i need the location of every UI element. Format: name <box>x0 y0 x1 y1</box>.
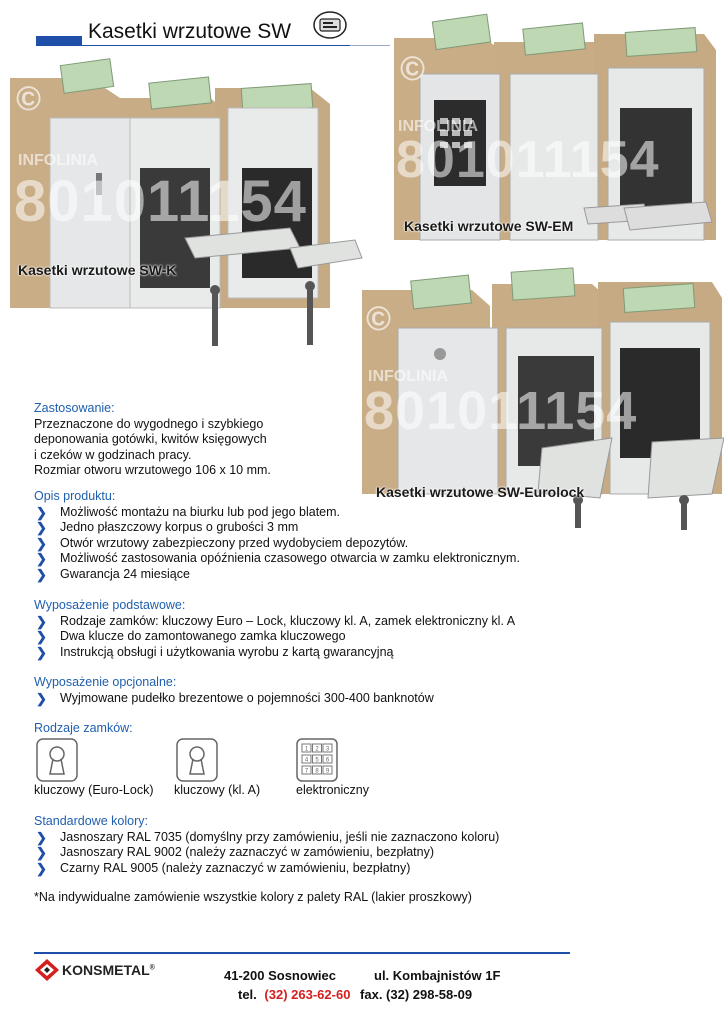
chevron-right-icon: ❯ <box>36 504 47 520</box>
list-item-text: Możliwość montażu na biurku lub pod jego blatem. <box>60 504 341 519</box>
header-rule-end <box>350 45 390 46</box>
address-street: ul. Kombajnistów 1F <box>374 968 501 983</box>
lock-label-electronic: elektroniczny <box>296 783 369 797</box>
watermark-copyright-em: © <box>400 50 426 88</box>
watermark-number-eurolock: 801011154 <box>364 381 638 441</box>
keypad-digit: 6 <box>325 757 330 764</box>
chevron-right-icon: ❯ <box>36 566 47 582</box>
list-item <box>34 645 515 661</box>
chevron-right-icon: ❯ <box>36 690 47 706</box>
konsmetal-wordmark <box>62 962 155 978</box>
list-item-text: Jasnoszary RAL 9002 (należy zaznaczyć w zamówieniu, bezpłatny) <box>60 845 435 859</box>
tel-number: (32) 263-62-60 <box>264 987 351 1002</box>
description-heading: Opis produktu: <box>34 489 116 503</box>
list-item <box>34 861 499 877</box>
registered-mark: ® <box>149 964 155 972</box>
watermark-brand-em: INFOLINIA <box>398 118 478 135</box>
list-item <box>34 505 520 521</box>
list-item-text: Czarny RAL 9005 (należy zaznaczyć w zamówieniu, bezpłatny) <box>60 860 411 875</box>
chevron-right-icon: ❯ <box>36 551 47 566</box>
colors-heading: Standardowe kolory: <box>34 814 148 828</box>
watermark-copyright: © <box>16 80 42 118</box>
usage-line: deponowania gotówki, kwitów księgowych <box>34 432 267 446</box>
chevron-right-icon: ❯ <box>36 644 47 660</box>
usage-heading: Zastosowanie: <box>34 401 115 415</box>
chevron-right-icon: ❯ <box>36 629 47 644</box>
keypad-digit: 4 <box>304 757 309 764</box>
chevron-right-icon: ❯ <box>36 613 47 629</box>
keypad-digit: 2 <box>315 746 319 753</box>
header-accent-bar <box>36 36 82 46</box>
list-item-text: Gwarancja 24 miesiące <box>60 566 190 581</box>
keypad-digit: 5 <box>315 757 319 764</box>
safe-logo-icon <box>312 10 348 40</box>
ral-note: *Na indywidualne zamówienie wszystkie kolory z palety RAL (lakier proszkowy) <box>34 890 472 904</box>
list-item-text: Otwór wrzutowy zabezpieczony przed wydobyciem depozytów. <box>60 535 409 550</box>
watermark-brand: INFOLINIA <box>18 152 98 169</box>
list-item <box>34 614 515 630</box>
header-rule <box>82 45 362 46</box>
watermark-number: 801011154 <box>14 169 307 234</box>
usage-line: Przeznaczone do wygodnego i szybkiego <box>34 416 264 431</box>
optional-heading: Wyposażenie opcjonalne: <box>34 675 177 689</box>
standard-equipment-section <box>34 598 515 660</box>
list-item <box>34 845 499 861</box>
list-item <box>34 520 520 536</box>
keyhole-icon <box>176 738 218 782</box>
list-item <box>34 567 520 583</box>
company-name: KONSMETAL <box>62 962 150 978</box>
list-item <box>34 629 515 645</box>
watermark-number-em: 801011154 <box>396 131 660 189</box>
list-item <box>34 551 520 567</box>
lock-label-kl-a: kluczowy (kl. A) <box>174 783 261 797</box>
list-item-text: Możliwość zastosowania opóźnienia czasowego otwarcia w zamku elektronicznym. <box>60 551 520 565</box>
caption-sw-em: Kasetki wrzutowe SW-EM <box>404 218 574 234</box>
fax-number: fax. (32) 298-58-09 <box>360 987 473 1002</box>
usage-line: Rozmiar otworu wrzutowego 106 x 10 mm. <box>34 463 271 477</box>
keypad-icon <box>296 738 338 782</box>
konsmetal-logo-icon <box>34 958 60 982</box>
description-section <box>34 489 520 582</box>
keyhole-icon <box>36 738 78 782</box>
list-item-text: Jasnoszary RAL 7035 (domyślny przy zamówieniu, jeśli nie zaznaczono koloru) <box>60 829 500 844</box>
usage-line: i czeków w godzinach pracy. <box>34 447 192 462</box>
contact-line <box>238 987 472 1002</box>
list-item <box>34 536 520 552</box>
usage-section <box>34 401 271 479</box>
chevron-right-icon: ❯ <box>36 535 47 551</box>
list-item-text: Jedno płaszczowy korpus o grubości 3 mm <box>60 520 299 534</box>
list-item-text: Wyjmowane pudełko brezentowe o pojemności 300-400 banknotów <box>60 690 434 705</box>
list-item-text: Dwa klucze do zamontowanego zamka kluczowego <box>60 629 346 643</box>
list-item-text: Rodzaje zamków: kluczowy Euro – Lock, kluczowy kl. A, zamek elektroniczny kl. A <box>60 613 516 628</box>
locks-heading: Rodzaje zamków: <box>34 721 133 735</box>
footer-rule <box>34 952 570 954</box>
caption-sw-k: Kasetki wrzutowe SW-K <box>18 262 177 278</box>
chevron-right-icon: ❯ <box>36 845 47 860</box>
tel-label: tel. <box>238 987 257 1002</box>
list-item <box>34 830 499 846</box>
chevron-right-icon: ❯ <box>36 520 47 535</box>
chevron-right-icon: ❯ <box>36 860 47 876</box>
address-city: 41-200 Sosnowiec <box>224 968 336 983</box>
keypad-digit: 3 <box>325 746 330 753</box>
colors-section <box>34 814 499 876</box>
lock-label-eurolock: kluczowy (Euro-Lock) <box>34 783 154 797</box>
chevron-right-icon: ❯ <box>36 829 47 845</box>
optional-equipment-section <box>34 675 434 706</box>
caption-sw-eurolock: Kasetki wrzutowe SW-Eurolock <box>376 484 585 500</box>
keypad-digit: 8 <box>315 768 319 775</box>
standard-heading: Wyposażenie podstawowe: <box>34 598 186 612</box>
list-item-text: Instrukcją obsługi i użytkowania wyrobu z kartą gwarancyjną <box>60 644 394 659</box>
list-item <box>34 691 434 707</box>
watermark-brand-eurolock: INFOLINIA <box>368 368 448 385</box>
watermark-copyright-eurolock: © <box>366 300 392 338</box>
keypad-digit: 9 <box>325 768 330 775</box>
page-title: Kasetki wrzutowe SW <box>88 20 292 43</box>
keypad-digit: 1 <box>304 746 309 753</box>
keypad-digit: 7 <box>304 768 309 775</box>
